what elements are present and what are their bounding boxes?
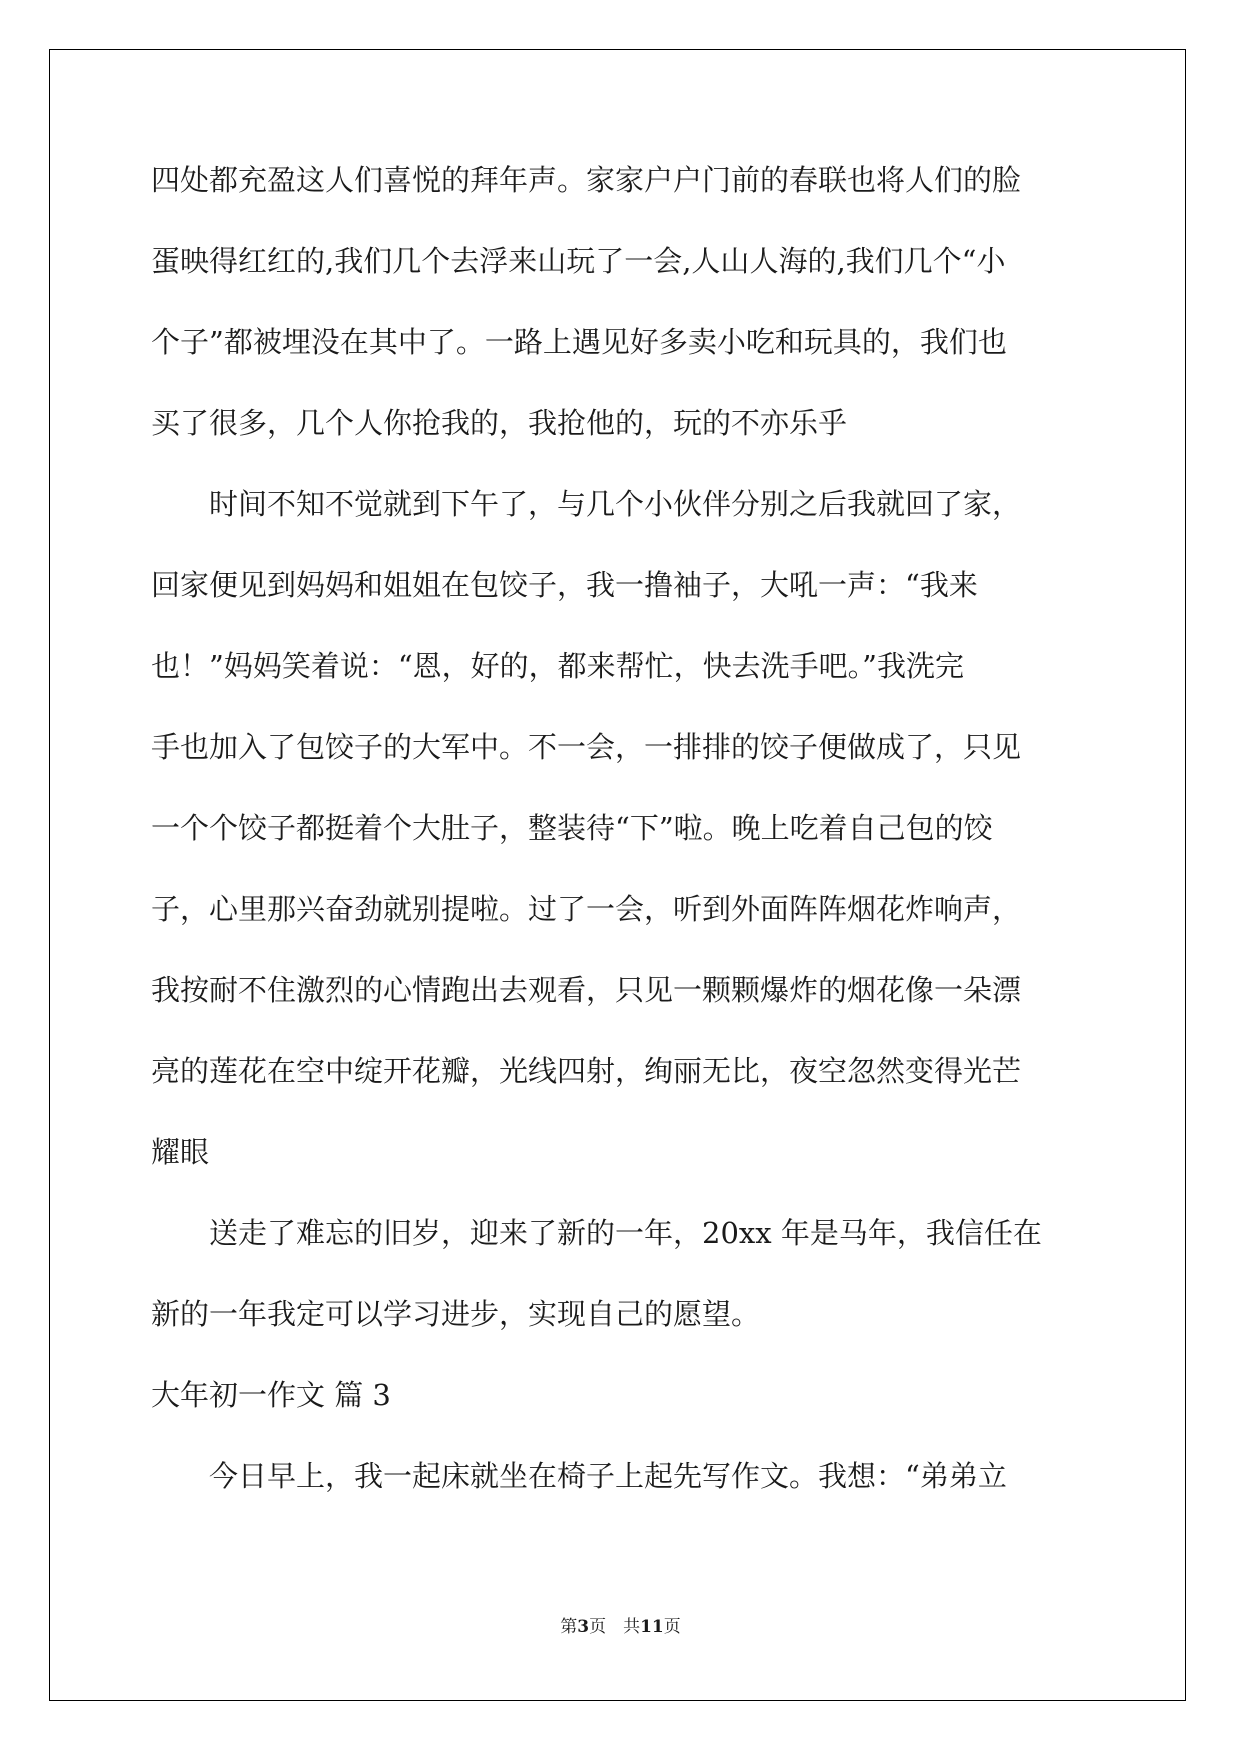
text-line: 买了很多，几个人你抢我的，我抢他的，玩的不亦乐乎 <box>151 406 848 440</box>
text-line: 回家便见到妈妈和姐姐在包饺子，我一撸袖子，大吼一声：“我来 <box>151 568 978 602</box>
text-line: 新的一年我定可以学习进步，实现自己的愿望。 <box>151 1297 761 1331</box>
page-border <box>49 49 1186 1701</box>
footer-total-pages: 11 <box>640 1617 664 1637</box>
section-heading: 大年初一作文 篇 3 <box>151 1378 391 1412</box>
footer-suffix: 页 <box>663 1617 681 1637</box>
text-line: 时间不知不觉就到下午了，与几个小伙伴分别之后我就回了家， <box>151 487 1022 521</box>
text-line: 也！”妈妈笑着说：“恩，好的，都来帮忙，快去洗手吧。”我洗完 <box>151 649 964 683</box>
text-line: 耀眼 <box>151 1135 210 1169</box>
text-line: 手也加入了包饺子的大军中。不一会，一排排的饺子便做成了，只见 <box>151 730 1022 764</box>
text-line: 四处都充盈这人们喜悦的拜年声。家家户户门前的春联也将人们的脸 <box>151 163 1022 197</box>
text-line: 个子”都被埋没在其中了。一路上遇见好多卖小吃和玩具的，我们也 <box>151 325 1007 359</box>
text-line: 一个个饺子都挺着个大肚子，整装待“下”啦。晚上吃着自己包的饺 <box>151 811 993 845</box>
page-footer <box>0 1616 1241 1638</box>
footer-middle: 页 共 <box>589 1617 641 1637</box>
text-line: 我按耐不住激烈的心情跑出去观看，只见一颗颗爆炸的烟花像一朵漂 <box>151 973 1022 1007</box>
footer-page-number: 3 <box>577 1617 590 1637</box>
text-line: 子，心里那兴奋劲就别提啦。过了一会，听到外面阵阵烟花炸响声， <box>151 892 1022 926</box>
text-line: 蛋映得红红的,我们几个去浮来山玩了一会,人山人海的,我们几个“小 <box>151 244 1006 278</box>
footer-prefix: 第 <box>560 1617 578 1637</box>
text-line: 亮的莲花在空中绽开花瓣，光线四射，绚丽无比，夜空忽然变得光芒 <box>151 1054 1022 1088</box>
text-line: 今日早上，我一起床就坐在椅子上起先写作文。我想：“弟弟立 <box>151 1459 1007 1493</box>
text-line: 送走了难忘的旧岁，迎来了新的一年，20xx 年是马年，我信任在 <box>151 1216 1042 1250</box>
